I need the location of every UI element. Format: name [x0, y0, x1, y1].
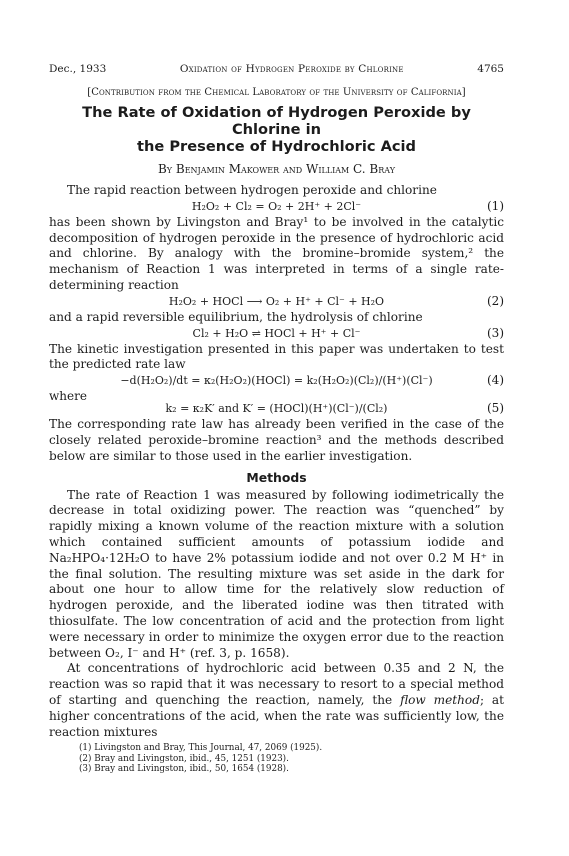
equation-4-text: −d(H₂O₂)/dt = κ₂(H₂O₂)(HOCl) = k₂(H₂O₂)(Cl₂)/(H⁺)(Cl⁻): [120, 374, 433, 388]
author-line: By Benjamin Makower and William C. Bray: [157, 162, 396, 176]
header-page-number: 4765: [477, 63, 504, 75]
title-line-1: The Rate of Oxidation of Hydrogen Peroxide by Chlorine in: [82, 104, 471, 138]
equation-3: [49, 326, 504, 342]
footnote-2: (2) Bray and Livingston, ibid., 45, 1251 (1923).: [79, 753, 289, 764]
flow-method-term: flow method: [400, 692, 480, 707]
paragraph-mechanism: has been shown by Livingston and Bray¹ to be involved in the catalytic decomposition of hydrogen peroxide in the presence of hydrochloric acid and chlorine. By analogy with the bromine–bromide system,² the mechanism of Reaction 1 was interpreted in terms of a single rate-determining reaction: [49, 214, 504, 292]
intro-paragraph: The rapid reaction between hydrogen peroxide and chlorine: [67, 183, 437, 197]
equation-1: [49, 199, 504, 215]
equation-4-number: (4): [487, 373, 504, 388]
paragraph-kinetic: The kinetic investigation presented in this paper was undertaken to test the predicted rate law: [49, 341, 504, 372]
equation-3-text: Cl₂ + H₂O ⇌ HOCl + H⁺ + Cl⁻: [192, 326, 361, 340]
contribution-line: [Contribution from the Chemical Laboratory of the University of California]: [87, 87, 466, 98]
footnote-3: (3) Bray and Livingston, ibid., 50, 1654 (1928).: [79, 764, 289, 775]
equation-3-number: (3): [487, 325, 504, 340]
footnotes: [49, 743, 504, 775]
paragraph-rate-law: The corresponding rate law has already been verified in the case of the closely related peroxide–bromine reaction³ and the methods described below are similar to those used in the earlier investigation.: [49, 417, 504, 463]
methods-paragraph-2-start: At concentrations of hydrochloric acid between 0.35 and 2 N, the reaction was so rapid that it was necessary to resort to a special method of starting and quenching the reaction, namely, the: [49, 661, 504, 707]
header-running-title: Oxidation of Hydrogen Peroxide by Chlorine: [179, 63, 404, 75]
equation-5-text: k₂ = κ₂K′ and K′ = (HOCl)(H⁺)(Cl⁻)/(Cl₂): [165, 402, 388, 416]
article-title: [49, 104, 504, 155]
methods-heading: Methods: [246, 469, 307, 485]
equation-1-number: (1): [487, 198, 504, 213]
where-label: where: [49, 389, 87, 404]
footnote-1: (1) Livingston and Bray, This Journal, 47, 2069 (1925).: [79, 743, 323, 754]
methods-paragraph-1: The rate of Reaction 1 was measured by following iodimetrically the decrease in total oxidizing power. The reaction was “quenched” by rapidly mixing a known volume of the reaction mixture with a solution which contained sufficient amounts of potassium iodide and Na₂HPO₄·12H₂O to have 2% potassium iodide and not over 0.2 M H⁺ in the final solution. The resulting mixture was set aside in the dark for about one hour to allow time for the relatively slow reduction of hydrogen peroxide, and the liberated iodine was then titrated with thiosulfate. The low concentration of acid and the protection from light were necessary in order to minimize the oxygen error due to the reaction between O₂, I⁻ and H⁺ (ref. 3, p. 1658).: [49, 487, 504, 660]
equation-2-number: (2): [487, 293, 504, 308]
running-header: [49, 62, 504, 76]
equation-2-text: H₂O₂ + HOCl ⟶ O₂ + H⁺ + Cl⁻ + H₂O: [168, 294, 385, 308]
equation-4: [49, 373, 504, 389]
equation-5: [49, 401, 504, 417]
header-date: Dec., 1933: [49, 63, 107, 75]
methods-paragraph-2: [49, 661, 504, 740]
paragraph-hydrolysis: and a rapid reversible equilibrium, the hydrolysis of chlorine: [49, 309, 423, 324]
methods-paragraph-2-end: ; at higher concentrations of the acid, when the rate was sufficiently low, the reaction mixtures: [49, 692, 504, 739]
equation-2: [49, 294, 504, 310]
equation-1-text: H₂O₂ + Cl₂ = O₂ + 2H⁺ + 2Cl⁻: [191, 199, 362, 213]
title-line-2: the Presence of Hydrochloric Acid: [137, 138, 416, 155]
equation-5-number: (5): [487, 401, 504, 416]
journal-page: [49, 62, 504, 775]
